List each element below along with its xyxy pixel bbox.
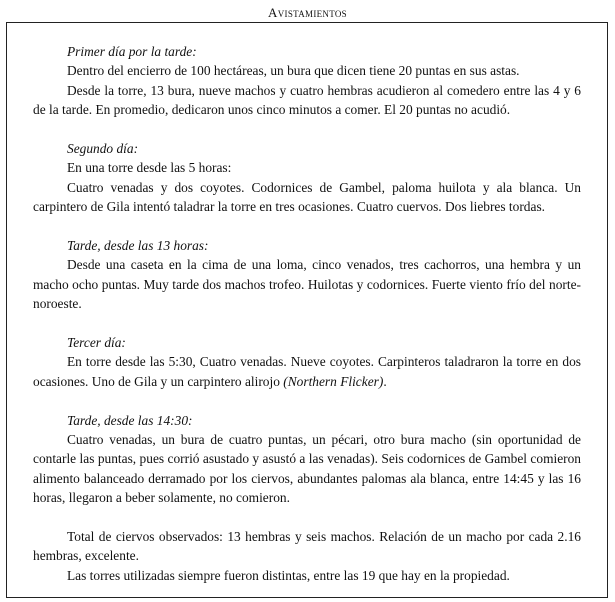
sightings-text xyxy=(33,42,581,585)
summary xyxy=(33,527,581,585)
paragraph xyxy=(33,352,581,391)
paragraph: Dentro del encierro de 100 hectáreas, un bura que dicen tiene 20 puntas en sus astas. xyxy=(67,63,520,79)
section-day-three xyxy=(33,333,581,391)
paragraph: Cuatro venadas, un bura de cuatro puntas, un pécari, otro bura macho (sin oportunidad de contarle las puntas, pues corrió asustado y asustó a las venadas). Seis codornices de Gambel comieron alimento balanceado derramado por los ciervos, abundantes palomas ala blanca, entre 14:45 y las 16 horas, llegaron a beber solamente, no comieron. xyxy=(33,432,581,506)
section-heading: Segundo día: xyxy=(67,141,139,157)
paragraph: Desde la torre, 13 bura, nueve machos y cuatro hembras acudieron al comedero entre las 4 y 6 de la tarde. En promedio, dedicaron unos cinco minutos a comer. El 20 puntas no acudió. xyxy=(33,82,581,118)
section-day-two xyxy=(33,139,581,217)
section-day-three-afternoon xyxy=(33,411,581,508)
section-day-one-afternoon xyxy=(33,42,581,120)
paragraph: En una torre desde las 5 horas: xyxy=(67,160,232,176)
section-heading: Tarde, desde las 14:30: xyxy=(67,412,193,428)
section-heading: Tarde, desde las 13 horas: xyxy=(67,238,209,254)
summary-paragraph: Total de ciervos observados: 13 hembras y seis machos. Relación de un macho por cada 2.16 hembras, excelente. xyxy=(33,529,581,564)
section-heading: Tercer día: xyxy=(67,335,126,351)
section-day-two-afternoon xyxy=(33,236,581,314)
paragraph-end: . xyxy=(383,373,387,389)
page-title: Avistamientos xyxy=(268,5,347,20)
paragraph: Desde una caseta en la cima de una loma, cinco venados, tres cachorros, una hembra y un macho ocho puntas. Muy tarde dos machos trofeo. Huilotas y codornices. Fuerte viento frío del norte-noroeste. xyxy=(33,257,581,312)
species-name: (Northern Flicker) xyxy=(283,373,384,389)
paragraph-text: En torre desde las 5:30, Cuatro venadas. Nueve coyotes. Carpinteros taladraron la torre en dos ocasiones. Uno de Gila y un carpintero alirojo xyxy=(33,354,581,389)
section-heading: Primer día por la tarde: xyxy=(67,44,197,59)
paragraph: Cuatro venadas y dos coyotes. Codornices de Gambel, paloma huilota y ala blanca. Un carpintero de Gila intentó taladrar la torre en tres ocasiones. Cuatro cuervos. Dos liebres tordas. xyxy=(33,179,581,215)
summary-paragraph: Las torres utilizadas siempre fueron distintas, entre las 19 que hay en la propiedad. xyxy=(67,567,510,583)
